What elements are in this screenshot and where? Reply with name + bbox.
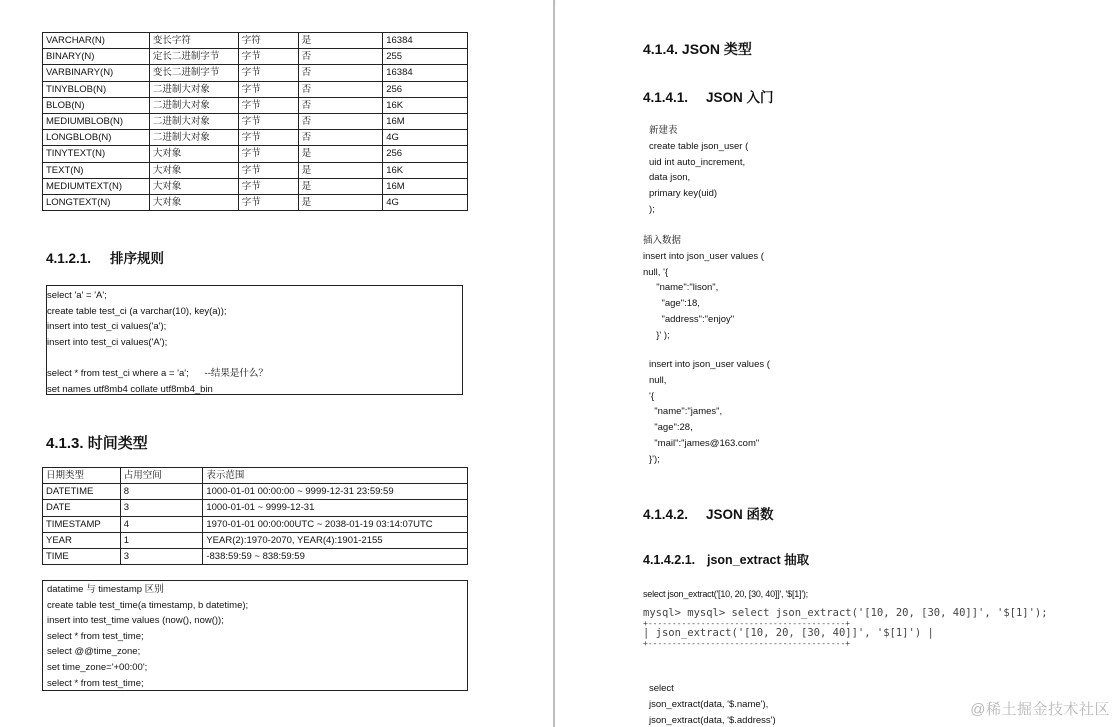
table-row xyxy=(43,548,468,564)
table-header-row xyxy=(43,468,468,484)
code-line: '{ xyxy=(649,390,654,402)
page-divider xyxy=(553,0,555,727)
table-cell: 3 xyxy=(120,500,203,516)
table-cell: TIMESTAMP xyxy=(43,516,121,532)
column-header: 日期类型 xyxy=(43,468,121,484)
code-line: insert into test_time values (now(), now()); xyxy=(47,615,224,627)
table-row xyxy=(43,33,468,49)
table-cell: LONGBLOB(N) xyxy=(43,130,150,146)
code-line xyxy=(47,350,462,366)
table-cell: DATETIME xyxy=(43,484,121,500)
table-row xyxy=(43,178,468,194)
table-cell: 否 xyxy=(298,65,383,81)
console-output-line: +-----------------------------------------+ xyxy=(643,619,851,628)
code-line: insert into test_ci values('a'); xyxy=(47,321,167,333)
code-line: }' ); xyxy=(643,329,670,341)
section-heading-time-types: 4.1.3. 时间类型 xyxy=(46,435,148,452)
code-line: primary key(uid) xyxy=(649,188,718,200)
code-line: null, xyxy=(649,374,667,386)
table-cell: 字节 xyxy=(238,49,298,65)
table-cell: 否 xyxy=(298,49,383,65)
column-header: 占用空间 xyxy=(120,468,203,484)
table-cell: 4G xyxy=(383,194,468,210)
table-cell: 否 xyxy=(298,81,383,97)
section-heading-json-intro: 4.1.4.1. JSON 入门 xyxy=(643,90,774,105)
collation-code-block xyxy=(46,285,463,395)
code-line: set time_zone='+00:00'; xyxy=(47,661,148,673)
table-cell: VARBINARY(N) xyxy=(43,65,150,81)
table-cell: 是 xyxy=(298,162,383,178)
table-cell: 否 xyxy=(298,97,383,113)
console-output-line: | json_extract('[10, 20, [30, 40]]', '$[1]') | xyxy=(643,627,934,639)
table-cell: 1970-01-01 00:00:00UTC ~ 2038-01-19 03:14:07UTC xyxy=(203,516,468,532)
table-row xyxy=(43,49,468,65)
table-cell: YEAR(2):1970-2070, YEAR(4):1901-2155 xyxy=(203,532,468,548)
table-cell: 是 xyxy=(298,146,383,162)
json-extract-query: select json_extract('[10, 20, [30, 40]]', '$[1]'); xyxy=(643,589,808,599)
table-row xyxy=(43,113,468,129)
table-cell: 字节 xyxy=(238,130,298,146)
table-row xyxy=(43,162,468,178)
table-cell: 变长二进制字节 xyxy=(149,65,238,81)
code-line: create table json_user ( xyxy=(649,140,749,152)
code-line: select 'a' = 'A'; xyxy=(47,290,107,301)
table-cell: 二进制大对象 xyxy=(149,81,238,97)
table-row xyxy=(43,500,468,516)
table-cell: 16K xyxy=(383,162,468,178)
code-line: json_extract(data, '$.address') xyxy=(649,714,776,726)
table-row xyxy=(43,81,468,97)
table-cell: 二进制大对象 xyxy=(149,97,238,113)
table-cell: 是 xyxy=(298,194,383,210)
code-line: "name":"lison", xyxy=(643,282,719,294)
table-cell: TINYBLOB(N) xyxy=(43,81,150,97)
table-cell: 256 xyxy=(383,81,468,97)
console-command-line: mysql> mysql> select json_extract('[10, 20, [30, 40]]', '$[1]'); xyxy=(643,607,1048,619)
table-row xyxy=(43,484,468,500)
table-cell: 是 xyxy=(298,33,383,49)
table-row xyxy=(43,97,468,113)
table-row xyxy=(43,146,468,162)
code-line: ); xyxy=(649,203,655,215)
code-line: json_extract(data, '$.name'), xyxy=(649,698,769,710)
column-header: 表示范围 xyxy=(203,468,468,484)
table-cell: VARCHAR(N) xyxy=(43,33,150,49)
table-cell: TINYTEXT(N) xyxy=(43,146,150,162)
code-line: insert into json_user values ( xyxy=(649,359,770,370)
table-cell: 16M xyxy=(383,178,468,194)
section-heading-collation: 4.1.2.1. 排序规则 xyxy=(46,251,164,266)
code-line: "address":"enjoy" xyxy=(643,313,735,325)
table-cell: DATE xyxy=(43,500,121,516)
code-line: uid int auto_increment, xyxy=(649,156,746,168)
string-types-table xyxy=(42,32,468,211)
table-cell: TIME xyxy=(43,548,121,564)
code-line: "age":28, xyxy=(649,422,693,434)
table-cell: TEXT(N) xyxy=(43,162,150,178)
section-heading-json-extract: 4.1.4.2.1. json_extract 抽取 xyxy=(643,553,810,567)
document-page-left xyxy=(0,0,553,727)
table-cell: 字节 xyxy=(238,97,298,113)
code-line: create table test_ci (a varchar(10), key(a)); xyxy=(47,305,227,317)
code-line: create table test_time(a timestamp, b datetime); xyxy=(47,599,249,611)
code-line: select * from test_ci where a = 'a'; --结果是什么？ xyxy=(47,367,268,379)
table-cell: 1000-01-01 ~ 9999-12-31 xyxy=(203,500,468,516)
code-line: 插入数据 xyxy=(643,235,682,246)
table-row xyxy=(43,194,468,210)
table-cell: 字节 xyxy=(238,194,298,210)
table-cell: 否 xyxy=(298,113,383,129)
console-output-line: +-----------------------------------------+ xyxy=(643,639,851,648)
code-line: 新建表 xyxy=(649,125,678,136)
code-line: }'); xyxy=(649,453,660,465)
table-row xyxy=(43,130,468,146)
table-cell: 字节 xyxy=(238,81,298,97)
table-cell: 256 xyxy=(383,146,468,162)
code-line: "age":18, xyxy=(643,298,700,310)
table-row xyxy=(43,516,468,532)
table-cell: 255 xyxy=(383,49,468,65)
section-heading-json-type: 4.1.4. JSON 类型 xyxy=(643,41,752,57)
code-line: select @@time_zone; xyxy=(47,646,141,658)
table-cell: 二进制大对象 xyxy=(149,130,238,146)
table-cell: YEAR xyxy=(43,532,121,548)
insert-json-data-code-2 xyxy=(649,357,770,468)
table-cell: 字节 xyxy=(238,65,298,81)
table-cell: 16384 xyxy=(383,65,468,81)
table-cell: 字节 xyxy=(238,146,298,162)
table-cell: 大对象 xyxy=(149,178,238,194)
table-cell: 4 xyxy=(120,516,203,532)
table-cell: 3 xyxy=(120,548,203,564)
json-extract-select-code xyxy=(649,681,776,727)
table-cell: 否 xyxy=(298,130,383,146)
code-line: insert into test_ci values('A'); xyxy=(47,336,168,348)
table-cell: 大对象 xyxy=(149,146,238,162)
table-cell: 字符 xyxy=(238,33,298,49)
table-cell: 16M xyxy=(383,113,468,129)
mysql-console-output xyxy=(643,607,1048,647)
code-line: datatime 与 timestamp 区别 xyxy=(47,584,164,595)
code-line: set names utf8mb4 collate utf8mb4_bin xyxy=(47,383,213,395)
code-line: null, '{ xyxy=(643,266,669,278)
code-line: data json, xyxy=(649,172,691,184)
section-heading-json-functions: 4.1.4.2. JSON 函数 xyxy=(643,507,774,522)
table-cell: 是 xyxy=(298,178,383,194)
table-cell: 16K xyxy=(383,97,468,113)
table-row xyxy=(43,65,468,81)
datetime-timestamp-code-block xyxy=(42,580,468,691)
code-line: select * from test_time; xyxy=(47,630,144,642)
table-cell: 大对象 xyxy=(149,194,238,210)
table-cell: 字节 xyxy=(238,178,298,194)
table-cell: 字节 xyxy=(238,113,298,129)
code-line: insert into json_user values ( xyxy=(643,250,764,262)
table-cell: -838:59:59 ~ 838:59:59 xyxy=(203,548,468,564)
insert-json-data-code xyxy=(643,233,764,344)
table-cell: LONGTEXT(N) xyxy=(43,194,150,210)
code-line: "name":"james", xyxy=(649,406,723,418)
code-line: select xyxy=(649,683,674,694)
table-cell: 8 xyxy=(120,484,203,500)
code-line: select * from test_time; xyxy=(47,677,144,689)
table-cell: 字节 xyxy=(238,162,298,178)
table-cell: 1 xyxy=(120,532,203,548)
document-page-right xyxy=(556,0,1118,727)
table-cell: 变长字符 xyxy=(149,33,238,49)
table-row xyxy=(43,532,468,548)
table-cell: 定长二进制字节 xyxy=(149,49,238,65)
watermark: @稀土掘金技术社区 xyxy=(970,701,1110,718)
create-json-table-code xyxy=(649,123,748,218)
table-cell: MEDIUMBLOB(N) xyxy=(43,113,150,129)
code-line: "mail":"james@163.com" xyxy=(649,437,760,449)
table-cell: 1000-01-01 00:00:00 ~ 9999-12-31 23:59:59 xyxy=(203,484,468,500)
table-cell: 大对象 xyxy=(149,162,238,178)
time-types-table xyxy=(42,467,468,565)
table-cell: BINARY(N) xyxy=(43,49,150,65)
table-cell: 4G xyxy=(383,130,468,146)
table-cell: 二进制大对象 xyxy=(149,113,238,129)
table-cell: BLOB(N) xyxy=(43,97,150,113)
table-cell: 16384 xyxy=(383,33,468,49)
table-cell: MEDIUMTEXT(N) xyxy=(43,178,150,194)
